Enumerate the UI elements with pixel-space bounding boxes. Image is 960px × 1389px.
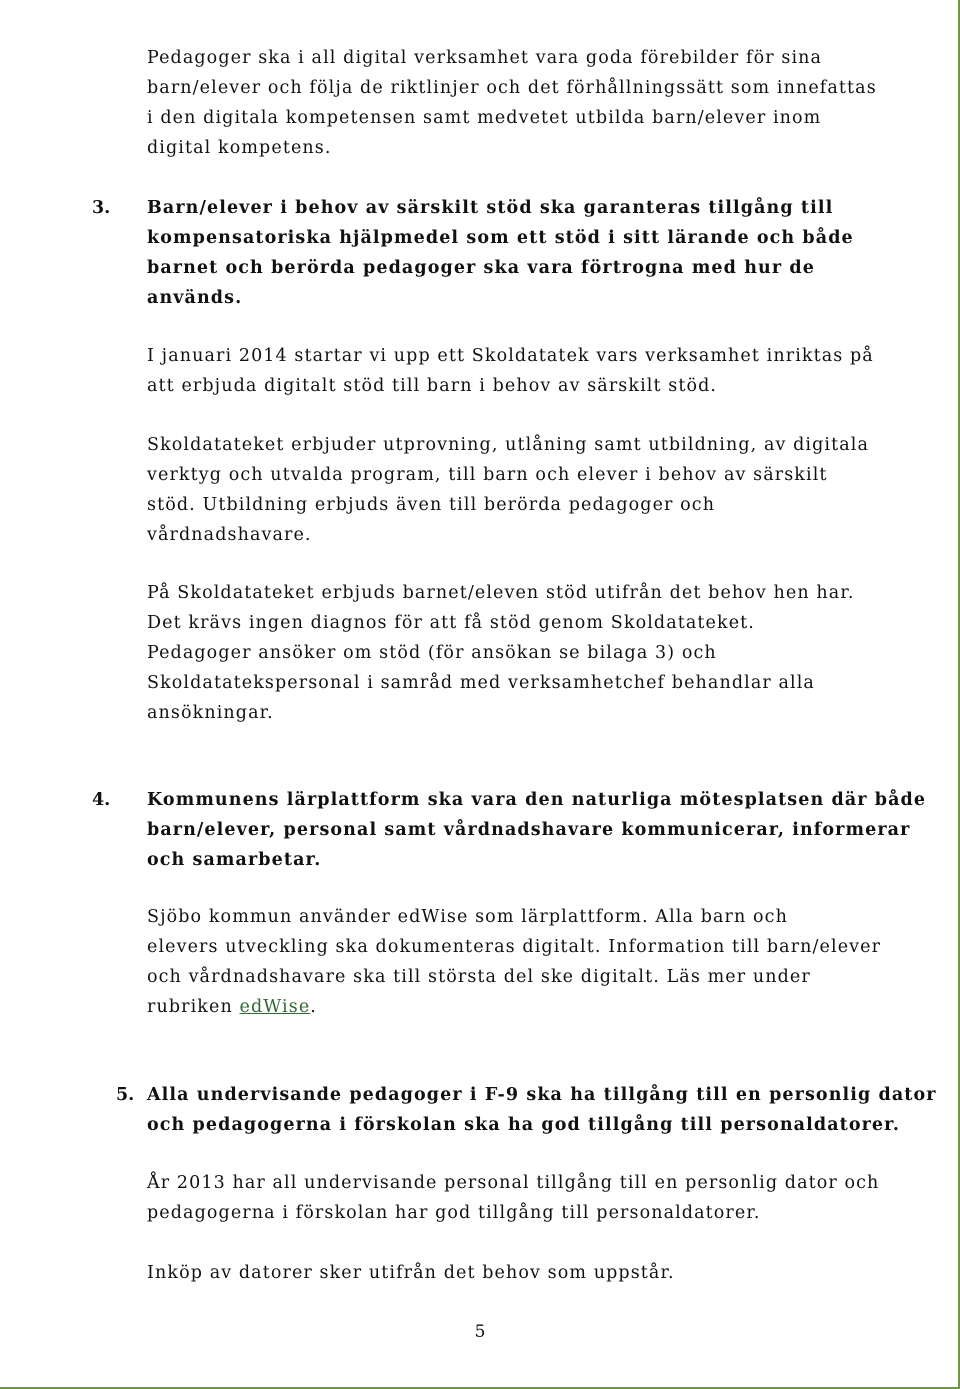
heading-line: Alla undervisande pedagoger i F-9 ska ha tillgång till en personlig dator (147, 1085, 937, 1105)
paragraph-line: Skoldatatekspersonal i samråd med verksamhetchef behandlar alla (147, 673, 815, 693)
heading-line: Barn/elever i behov av särskilt stöd ska garanteras tillgång till (147, 198, 834, 218)
paragraph-line: och vårdnadshavare ska till största del ske digitalt. Läs mer under (147, 967, 811, 987)
link-prefix: rubriken (147, 997, 240, 1017)
paragraph-line: stöd. Utbildning erbjuds även till berörda pedagoger och (147, 495, 716, 515)
paragraph-line: Pedagoger ansöker om stöd (för ansökan se bilaga 3) och (147, 643, 717, 663)
intro-line: i den digitala kompetensen samt medvetet utbilda barn/elever inom (147, 108, 822, 128)
paragraph-line: Det krävs ingen diagnos för att få stöd genom Skoldatateket. (147, 613, 755, 633)
section-4-paragraph-1 (147, 902, 887, 1022)
paragraph-line: Sjöbo kommun använder edWise som lärplattform. Alla barn och (147, 907, 788, 927)
intro-paragraph (147, 43, 887, 163)
section-3-paragraph-2 (147, 430, 887, 550)
section-4-number: 4. (92, 790, 111, 810)
paragraph-line: Skoldatateket erbjuder utprovning, utlåning samt utbildning, av digitala (147, 435, 870, 455)
heading-line: och pedagogerna i förskolan ska ha god tillgång till personaldatorer. (147, 1115, 901, 1135)
edwise-link[interactable]: edWise (239, 997, 311, 1017)
paragraph-line: På Skoldatateket erbjuds barnet/eleven stöd utifrån det behov hen har. (147, 583, 855, 603)
section-5-paragraph-2 (147, 1258, 887, 1288)
section-4-heading (147, 785, 927, 875)
intro-line: Pedagoger ska i all digital verksamhet vara goda förebilder för sina (147, 48, 823, 68)
link-suffix: . (310, 997, 317, 1017)
intro-line: digital kompetens. (147, 138, 332, 158)
section-3-paragraph-3 (147, 578, 887, 728)
paragraph-line: elevers utveckling ska dokumenteras digitalt. Information till barn/elever (147, 937, 882, 957)
section-5-number: 5. (116, 1085, 135, 1105)
paragraph-line-last (147, 992, 887, 1022)
paragraph-line: ansökningar. (147, 703, 274, 723)
paragraph-line: verktyg och utvalda program, till barn och elever i behov av särskilt (147, 465, 828, 485)
paragraph-line: vårdnadshavare. (147, 525, 312, 545)
intro-line: barn/elever och följa de riktlinjer och det förhållningssätt som innefattas (147, 78, 877, 98)
paragraph-line: pedagogerna i förskolan har god tillgång till personaldatorer. (147, 1203, 761, 1223)
section-5-paragraph-1 (147, 1168, 887, 1228)
heading-line: och samarbetar. (147, 850, 322, 870)
section-5-heading (147, 1080, 937, 1140)
heading-line: används. (147, 288, 243, 308)
paragraph-line: Inköp av datorer sker utifrån det behov som uppstår. (147, 1263, 675, 1283)
paragraph-line: År 2013 har all undervisande personal tillgång till en personlig dator och (147, 1173, 880, 1193)
section-3-paragraph-1 (147, 341, 887, 401)
paragraph-line: att erbjuda digitalt stöd till barn i behov av särskilt stöd. (147, 376, 718, 396)
section-3-heading (147, 193, 887, 313)
section-3-number: 3. (92, 198, 111, 218)
paragraph-line: I januari 2014 startar vi upp ett Skoldatatek vars verksamhet inriktas på (147, 346, 874, 366)
heading-line: kompensatoriska hjälpmedel som ett stöd i sitt lärande och både (147, 228, 854, 248)
heading-line: barn/elever, personal samt vårdnadshavare kommunicerar, informerar (147, 820, 911, 840)
heading-line: barnet och berörda pedagoger ska vara förtrogna med hur de (147, 258, 815, 278)
heading-line: Kommunens lärplattform ska vara den naturliga mötesplatsen där både (147, 790, 927, 810)
page-number: 5 (474, 1322, 486, 1342)
